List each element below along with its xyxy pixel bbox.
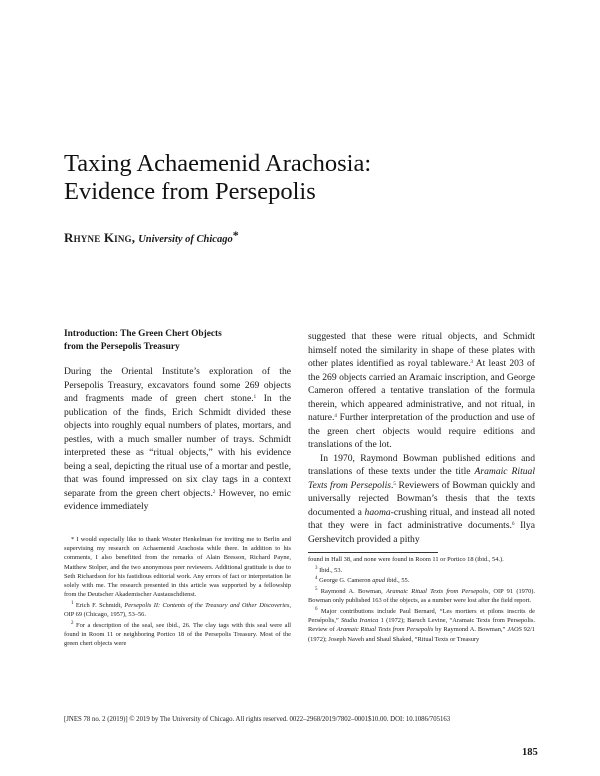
page-number: 185 (522, 747, 538, 758)
term: haoma (364, 506, 391, 518)
body-paragraph: During the Oriental Institute’s exploration of the Persepolis Treasury, excavators found some 269 objects and fragments made of green chert stone.$^1$ In the publication of the finds, Erich Schmidt divided these objects into roughly equal numbers of plates, mortars, and pestles, with a much smaller number of trays. Schmidt interpreted these as “ritual objects,” with his evidence being a seal, depicting the ritual use of a mortar and pestle, that was found impressed on six clay tags in a context separate from the green chert objects.$^2$ However, no emic evidence immediately (64, 366, 292, 512)
footnote-ref-2[interactable]: 2 (212, 489, 216, 495)
right-column (308, 330, 535, 546)
citation-footer: [JNES 78 no. 2 (2019)] © 2019 by The University of Chicago. All rights reserved. 0022–2968/2019/7802–0001$10.00. DOI: 10.1086/705163 (64, 716, 451, 723)
section-heading-line-1: Introduction: The Green Chert Objects (64, 329, 222, 339)
body-paragraph: suggested that these were ritual objects, and Schmidt himself noted the similarity in shape of these plates with other plates identified as royal tableware.$^3$ At least 203 of the 269 objects carried an Aramaic inscription, and George Cameron offered a tentative translation of the formula therein, which appeared administrative, and not ritual, in nature.$^4$ Further interpretation of the production and use of the green chert objects would require editions and translations of the lot. (308, 331, 536, 450)
section-heading (64, 328, 291, 353)
left-column (64, 328, 291, 514)
footnote-4: $^4$ George G. Cameron apud ibid., 55. (315, 576, 410, 585)
footnote-ref-4[interactable]: 4 (334, 414, 337, 419)
footnote-6: $^6$ Major contributions include Paul Bernard, “Les mortiers et pilons inscrits de Persépolis,” Studia Iranica 1 (1972); Baruch Levine, “Aramaic Texts from Persepolis. Review of Aramaic Ritual Texts from Persepolis by Raymond A. Bowman,” JAOS 92/1 (1972); Joseph Naveh and Shaul Shaked, “Ritual Texts or Treasury (308, 607, 535, 643)
footnotes-right (308, 555, 535, 645)
footnote-ref-5[interactable]: 5 (393, 481, 396, 487)
article-title (64, 150, 544, 206)
footnote-ref-6[interactable]: 6 (511, 522, 515, 527)
footnote-1: $^1$ Erich F. Schmidt, Persepolis II: Contents of the Treasury and Other Discoveries, OIP 69 (Chicago, 1957), 53–56. (64, 600, 291, 619)
footnote-rule (308, 552, 438, 553)
section-heading-line-2: from the Persepolis Treasury (64, 341, 180, 352)
footnote-continuation: found in Hall 38, and none were found in Room 11 or Portico 18 (ibid., 54.). (308, 556, 504, 563)
footnote-3: $^3$ Ibid., 53. (315, 565, 343, 574)
footnotes-left (64, 535, 291, 650)
author-name: Rhyne King, (64, 230, 136, 245)
title-line-2: Evidence from Persepolis (64, 178, 316, 205)
byline (64, 228, 239, 246)
title-line-1: Taxing Achaemenid Arachosia: (64, 150, 372, 177)
author-note-mark[interactable]: * (232, 228, 239, 242)
footnote-5: $^5$ Raymond A. Bowman, Aramaic Ritual Texts from Persepolis, OIP 91 (1970). Bowman only published 163 of the objects, as a number were lost after the field report. (308, 587, 535, 605)
body-paragraph: In 1970, Raymond Bowman published editions and translations of these texts under the title Aramaic Ritual Texts from Persepolis.$^5$ Reviewers of Bowman quickly and universally rejected Bowman’s thesis that the texts documented a haoma-crushing ritual, and instead all noted that they were in fact administrative documents.$^6$ Ilya Gershevitch provided a pithy (308, 452, 536, 545)
footnote-ref-3[interactable]: 3 (470, 360, 473, 365)
footnote-ref-1[interactable]: 1 (253, 395, 257, 400)
book-title: Aramaic Ritual Texts from Persepolis (308, 466, 536, 491)
author-affiliation: University of Chicago (138, 234, 233, 245)
footnote-star: * I would especially like to thank Wouter Henkelman for inviting me to Berlin and supervising my research on Achaemenid Arachosia while there. In addition to his comments, I also benefitted from the remarks of Alain Bresson, Richard Payne, Matthew Stolper, and the two anonymous peer reviewers. Additional gratitude is due to Seth Richardson for his fastidious editorial work. Any errors of fact or interpretation lie solely with me. The research presented in this article was supported by a fellowship from the Deutscher Akademischer Austauschdienst. (64, 536, 291, 599)
footnote-2: $^2$ For a description of the seal, see ibid., 26. The clay tags with this seal were all found in Room 11 or neighboring Portico 18 of the Persepolis Treasury. Most of the green chert objects were (64, 620, 291, 648)
